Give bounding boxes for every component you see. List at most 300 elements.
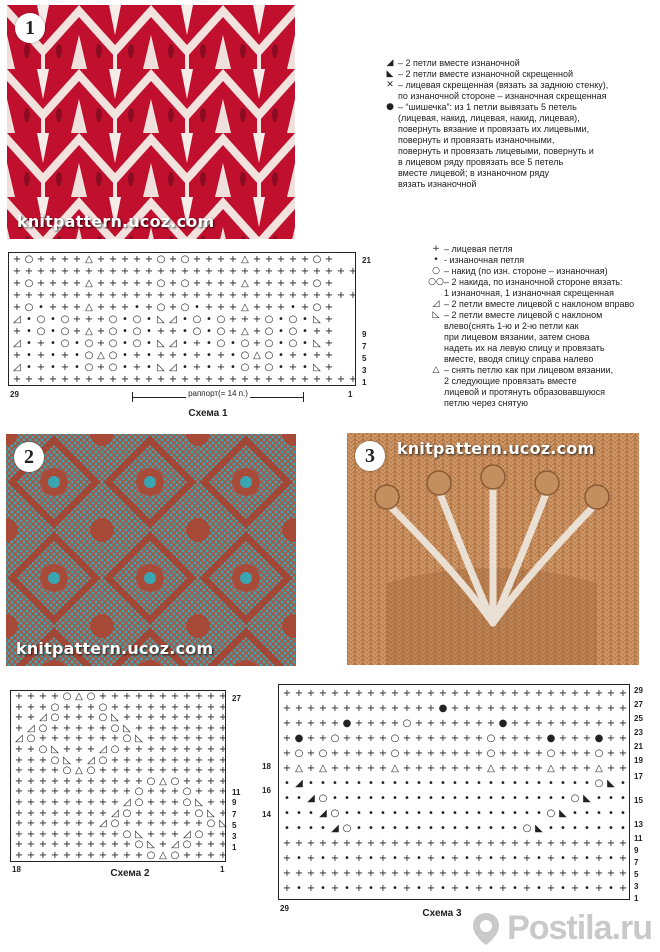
chart-symbol: •	[50, 350, 56, 361]
chart-symbol: +	[402, 703, 412, 714]
chart-symbol: +	[462, 703, 472, 714]
chart-symbol: +	[98, 733, 108, 745]
chart-symbol: +	[462, 733, 472, 744]
chart-symbol: △	[487, 763, 495, 774]
chart-symbol: +	[134, 754, 144, 766]
chart-symbol: •	[368, 853, 374, 864]
chart-symbol: ○	[180, 254, 190, 265]
chart-symbol: +	[438, 868, 448, 879]
chart-symbol: •	[596, 823, 602, 834]
chart-symbol: +	[218, 839, 228, 851]
chart-symbol: +	[86, 712, 96, 724]
chart-symbol: +	[14, 775, 24, 787]
chart-symbol: +	[570, 868, 580, 879]
chart-symbol: +	[228, 302, 238, 313]
chart-symbol: +	[282, 763, 292, 774]
chart-symbol: +	[86, 786, 96, 798]
chart-symbol: ○	[122, 828, 132, 840]
chart-symbol: +	[486, 838, 496, 849]
chart-symbol: +	[498, 688, 508, 699]
chart-symbol: •	[230, 362, 236, 373]
chart-symbol: +	[98, 828, 108, 840]
chart-symbol: +	[390, 868, 400, 879]
chart-symbol: +	[146, 712, 156, 724]
chart-symbol: ●	[294, 733, 304, 744]
chart-symbol: •	[404, 778, 410, 789]
chart-symbol: •	[50, 326, 56, 337]
chart-symbol: ○	[486, 733, 496, 744]
chart-symbol: ◺	[157, 362, 165, 373]
chart-symbol: +	[426, 883, 436, 894]
chart-symbol: +	[206, 775, 216, 787]
chart-symbol: +	[414, 718, 424, 729]
chart-symbol: +	[300, 302, 310, 313]
chart-symbol: +	[252, 278, 262, 289]
chart-symbol: +	[324, 266, 334, 277]
chart-symbol: +	[96, 278, 106, 289]
chart-symbol: •	[368, 793, 374, 804]
chart-symbol: +	[86, 744, 96, 755]
chart-symbol: +	[182, 733, 192, 745]
chart-symbol: +	[414, 733, 424, 744]
chart-symbol: +	[72, 290, 82, 301]
chart-symbol: +	[120, 254, 130, 265]
chart-symbol: +	[402, 733, 412, 744]
chart-symbol: +	[60, 374, 70, 385]
chart-symbol: +	[264, 254, 274, 265]
chart-symbol: +	[546, 703, 556, 714]
chart-symbol: •	[428, 823, 434, 834]
chart-symbol: +	[62, 786, 72, 798]
chart-symbol: +	[206, 691, 216, 702]
chart-symbol: •	[182, 338, 188, 349]
chart-symbol: •	[440, 778, 446, 789]
chart-symbol: •	[356, 823, 362, 834]
chart-symbol: +	[204, 302, 214, 313]
chart-symbol: +	[182, 712, 192, 724]
chart-symbol: +	[192, 338, 202, 349]
legend-text: – 2 петли вместе лицевой с наклоном вправо	[444, 299, 635, 309]
legend-item	[382, 58, 652, 69]
chart-symbol: ◿	[87, 754, 95, 766]
chart-symbol: +	[348, 374, 358, 385]
chart-symbol: +	[134, 744, 144, 755]
chart-symbol: +	[74, 733, 84, 745]
chart-symbol: +	[618, 868, 628, 879]
cross-icon: ✕	[386, 80, 394, 90]
chart-symbol: +	[26, 797, 36, 808]
chart-symbol: +	[378, 763, 388, 774]
chart-symbol: +	[86, 775, 96, 787]
chart-symbol: +	[12, 278, 22, 289]
chart-symbol: ●	[342, 718, 352, 729]
chart-symbol: ◺	[135, 828, 143, 840]
chart-symbol: +	[86, 818, 96, 830]
chart-symbol: +	[282, 838, 292, 849]
chart-symbol: +	[570, 883, 580, 894]
chart-symbol: ○	[98, 701, 108, 713]
chart-grid	[8, 252, 356, 386]
chart-symbol: +	[240, 266, 250, 277]
chart-symbol: +	[60, 278, 70, 289]
chart-symbol: +	[294, 838, 304, 849]
chart-symbol: △	[595, 763, 603, 774]
chart-symbol: +	[218, 797, 228, 808]
chart-symbol: +	[300, 278, 310, 289]
row-label: 14	[262, 810, 271, 819]
chart-symbol: +	[306, 748, 316, 759]
chart-symbol: +	[570, 688, 580, 699]
chart-symbol: +	[390, 718, 400, 729]
chart-symbol: •	[278, 362, 284, 373]
chart-symbol: +	[264, 266, 274, 277]
legend-item	[382, 102, 652, 190]
chart-symbol: +	[318, 868, 328, 879]
chart-symbol: +	[378, 883, 388, 894]
chart-symbol: •	[560, 883, 566, 894]
chart-symbol: •	[428, 808, 434, 819]
chart-symbol: +	[158, 839, 168, 851]
chart-symbol: +	[546, 883, 556, 894]
chart-symbol: +	[194, 850, 204, 861]
chart-symbol: •	[416, 808, 422, 819]
chart-symbol: +	[330, 883, 340, 894]
chart-symbol: ○	[288, 314, 298, 325]
chart-symbol: •	[500, 778, 506, 789]
chart-symbol: +	[462, 688, 472, 699]
legend-text: – снять петлю как при лицевом вязании, 2 следующие провязать вместе лицевой и протянуть образовавшуюся петлю через снятую	[444, 365, 614, 408]
chart-symbol: ○	[108, 326, 118, 337]
chart-symbol: ○	[294, 748, 304, 759]
col-label: 18	[12, 865, 21, 874]
chart-symbol: +	[146, 744, 156, 755]
chart-symbol: +	[300, 266, 310, 277]
chart-symbol: •	[404, 808, 410, 819]
chart-symbol: +	[38, 850, 48, 861]
chart-symbol: •	[296, 823, 302, 834]
chart-symbol: +	[206, 765, 216, 777]
chart-symbol: ○	[182, 786, 192, 798]
chart-symbol: •	[380, 823, 386, 834]
chart-symbol: +	[288, 374, 298, 385]
chart-symbol: •	[368, 823, 374, 834]
chart-symbol: +	[158, 786, 168, 798]
chart-symbol: +	[62, 850, 72, 861]
chart-symbol: +	[366, 718, 376, 729]
chart-symbol: •	[122, 362, 128, 373]
chart-symbol: +	[306, 733, 316, 744]
chart-symbol: +	[294, 868, 304, 879]
chart-symbol: •	[290, 302, 296, 313]
chart-symbol: •	[206, 362, 212, 373]
chart-symbol: +	[12, 254, 22, 265]
chart-symbol: ○	[288, 338, 298, 349]
chart-symbol: •	[380, 793, 386, 804]
chart-symbol: •	[464, 823, 470, 834]
chart-symbol: +	[26, 691, 36, 702]
chart-symbol: +	[282, 688, 292, 699]
chart-symbol: +	[252, 338, 262, 349]
chart-symbol: ◺	[123, 722, 131, 734]
chart-symbol: •	[524, 808, 530, 819]
chart-symbol: +	[582, 748, 592, 759]
chart-symbol: +	[282, 748, 292, 759]
chart-symbol: +	[306, 883, 316, 894]
chart-symbol: +	[534, 763, 544, 774]
chart-symbol: ◺	[313, 314, 321, 325]
chart-symbol: ◿	[169, 362, 177, 373]
chart-symbol: +	[36, 350, 46, 361]
chart-symbol: +	[558, 748, 568, 759]
chart-symbol: +	[146, 786, 156, 798]
chart-symbol: +	[158, 712, 168, 724]
chart-symbol: ○	[108, 314, 118, 325]
chart-symbol: +	[146, 754, 156, 766]
chart-symbol: +	[438, 733, 448, 744]
chart-symbol: ◺	[157, 338, 165, 349]
chart-symbol: +	[294, 688, 304, 699]
chart-symbol: +	[98, 839, 108, 851]
chart-symbol: ○	[192, 314, 202, 325]
chart-symbol: +	[170, 807, 180, 819]
chart-symbol: +	[48, 278, 58, 289]
chart-symbol: +	[156, 374, 166, 385]
chart-symbol: +	[582, 718, 592, 729]
pin-icon	[471, 911, 501, 947]
chart-symbol: ○	[156, 254, 166, 265]
chart-symbol: +	[366, 733, 376, 744]
chart-symbol: ○	[182, 839, 192, 851]
chart-symbol: +	[74, 797, 84, 808]
chart-symbol: +	[86, 807, 96, 819]
chart-symbol: •	[416, 853, 422, 864]
schema-caption: Схема 1	[188, 408, 228, 419]
chart-symbol: +	[122, 775, 132, 787]
chart-symbol: +	[110, 839, 120, 851]
chart-symbol: ○	[60, 326, 70, 337]
chart-symbol: +	[96, 254, 106, 265]
chart-symbol: +	[330, 688, 340, 699]
chart-symbol: ◿	[39, 712, 47, 724]
chart-symbol: •	[368, 808, 374, 819]
chart-symbol: +	[474, 883, 484, 894]
chart-symbol: ○	[122, 807, 132, 819]
chart-symbol: +	[12, 326, 22, 337]
chart-symbol: +	[74, 786, 84, 798]
chart-symbol: +	[414, 763, 424, 774]
chart-symbol: +	[218, 765, 228, 777]
chart-symbol: +	[216, 362, 226, 373]
chart-symbol: +	[170, 701, 180, 713]
chart-symbol: +	[14, 818, 24, 830]
chart-symbol: •	[620, 808, 626, 819]
chart-symbol: +	[122, 765, 132, 777]
chart-symbol: +	[218, 733, 228, 745]
chart-symbol: •	[368, 883, 374, 894]
chart-symbol: +	[48, 290, 58, 301]
chart-symbol: ○	[206, 818, 216, 830]
chart-symbol: •	[122, 350, 128, 361]
chart-symbol: +	[26, 850, 36, 861]
chart-symbol: ○	[110, 744, 120, 755]
chart-symbol: +	[570, 733, 580, 744]
chart-symbol: +	[282, 703, 292, 714]
chart-symbol: +	[450, 883, 460, 894]
chart-symbol: •	[278, 350, 284, 361]
chart-symbol: +	[498, 748, 508, 759]
chart-symbol: +	[158, 818, 168, 830]
chart-symbol: •	[428, 793, 434, 804]
chart-symbol: +	[438, 688, 448, 699]
chart-symbol: •	[464, 853, 470, 864]
row-label: 9	[634, 846, 639, 855]
chart-symbol: +	[294, 718, 304, 729]
chart-symbol: +	[110, 828, 120, 840]
chart-symbol: +	[324, 290, 334, 301]
chart-symbol: +	[330, 703, 340, 714]
chart-symbol: ●	[594, 733, 604, 744]
chart-symbol: +	[330, 853, 340, 864]
chart-symbol: +	[218, 722, 228, 734]
chart-symbol: +	[228, 266, 238, 277]
chart-symbol: +	[366, 838, 376, 849]
chart-symbol: ○	[108, 338, 118, 349]
chart-symbol: +	[288, 290, 298, 301]
chart-symbol: +	[182, 722, 192, 734]
chart-symbol: ○	[570, 793, 580, 804]
chart-symbol: •	[416, 883, 422, 894]
legend-middle	[428, 244, 654, 409]
chart-symbol: ◺	[195, 797, 203, 808]
chart-symbol: +	[38, 765, 48, 777]
chart-symbol: +	[618, 703, 628, 714]
chart-symbol: •	[572, 823, 578, 834]
chart-symbol: +	[216, 290, 226, 301]
chart-symbol: ◿	[15, 733, 23, 745]
chart-symbol: +	[312, 266, 322, 277]
chart-symbol: +	[48, 302, 58, 313]
chart-symbol: +	[144, 290, 154, 301]
chart-symbol: ○	[264, 350, 274, 361]
chart-symbol: +	[570, 853, 580, 864]
chart-symbol: +	[354, 733, 364, 744]
chart-symbol: △	[241, 326, 249, 337]
chart-symbol: +	[218, 786, 228, 798]
chart-symbol: △	[85, 326, 93, 337]
chart-symbol: +	[218, 850, 228, 861]
chart-symbol: •	[488, 823, 494, 834]
chart-symbol: ◺	[219, 818, 227, 830]
chart-symbol: +	[182, 754, 192, 766]
legend-text: – накид (по изн. стороне – изнаночная)	[444, 266, 608, 276]
chart-symbol: +	[558, 703, 568, 714]
chart-symbol: +	[14, 754, 24, 766]
chart-symbol: +	[336, 290, 346, 301]
chart-symbol: +	[498, 703, 508, 714]
chart-symbol: •	[146, 326, 152, 337]
chart-symbol: +	[120, 266, 130, 277]
chart-symbol: ○	[36, 326, 46, 337]
chart-symbol: +	[618, 883, 628, 894]
chart-symbol: +	[170, 754, 180, 766]
chart-symbol: △	[319, 763, 327, 774]
chart-symbol: +	[96, 314, 106, 325]
chart-symbol: +	[582, 868, 592, 879]
legend-text: - изнаночная петля	[444, 255, 525, 265]
chart-symbol: ○	[146, 775, 156, 787]
chart-symbol: +	[158, 828, 168, 840]
chart-symbol: +	[306, 703, 316, 714]
chart-symbol: •	[356, 793, 362, 804]
legend-text: – “шишечка”: из 1 петли вывязать 5 петель (лицевая, накид, лицевая, накид, лицевая), повернуть вязание и провязать их лицевыми, повернуть и провязать изнаночными, повернуть и провязать лицевыми, повернуть и в лицевом ряду провязать все 5 петель вместе лицевой; в изнаночном ряду вязать изнаночной	[398, 102, 594, 189]
chart-symbol: +	[438, 748, 448, 759]
chart-symbol: +	[192, 350, 202, 361]
chart-symbol: +	[60, 302, 70, 313]
chart-symbol: +	[132, 350, 142, 361]
chart-symbol: +	[306, 838, 316, 849]
chart-symbol: •	[512, 883, 518, 894]
chart-symbol: +	[120, 374, 130, 385]
chart-symbol: •	[572, 808, 578, 819]
chart-symbol: +	[50, 828, 60, 840]
knit-icon: +	[432, 244, 440, 254]
chart-symbol: ◺	[63, 754, 71, 766]
chart-symbol: +	[264, 374, 274, 385]
chart-symbol: +	[108, 266, 118, 277]
chart-symbol: +	[204, 290, 214, 301]
chart-symbol: +	[158, 754, 168, 766]
chart-symbol: △	[75, 765, 83, 777]
chart-symbol: +	[336, 266, 346, 277]
chart-symbol: +	[474, 703, 484, 714]
chart-symbol: +	[354, 718, 364, 729]
chart-symbol: +	[48, 374, 58, 385]
chart-symbol: +	[194, 775, 204, 787]
chart-symbol: ○	[216, 314, 226, 325]
chart-symbol: +	[170, 722, 180, 734]
chart-symbol: ○	[264, 338, 274, 349]
chart-symbol: +	[216, 350, 226, 361]
chart-symbol: +	[306, 718, 316, 729]
chart-symbol: ○	[486, 748, 496, 759]
chart-symbol: +	[510, 718, 520, 729]
chart-symbol: +	[26, 701, 36, 713]
chart-symbol: +	[354, 883, 364, 894]
chart-symbol: •	[464, 793, 470, 804]
chart-symbol: +	[132, 266, 142, 277]
chart-symbol: +	[108, 254, 118, 265]
chart-symbol: •	[416, 823, 422, 834]
chart-symbol: ○	[62, 691, 72, 702]
chart-symbol: ○	[216, 338, 226, 349]
chart-symbol: •	[182, 362, 188, 373]
chart-symbol: •	[512, 823, 518, 834]
chart-symbol: +	[282, 853, 292, 864]
photo-number-2: 2	[14, 442, 44, 472]
chart-symbol: +	[62, 744, 72, 755]
chart-symbol: +	[282, 868, 292, 879]
chart-symbol: +	[390, 688, 400, 699]
chart-symbol: +	[180, 290, 190, 301]
chart-symbol: +	[354, 688, 364, 699]
chart-symbol: +	[206, 744, 216, 755]
chart-symbol: •	[26, 338, 32, 349]
chart-symbol: •	[596, 808, 602, 819]
chart-symbol: +	[170, 818, 180, 830]
chart-symbol: +	[204, 374, 214, 385]
chart-symbol: +	[26, 744, 36, 755]
chart-symbol: +	[26, 754, 36, 766]
